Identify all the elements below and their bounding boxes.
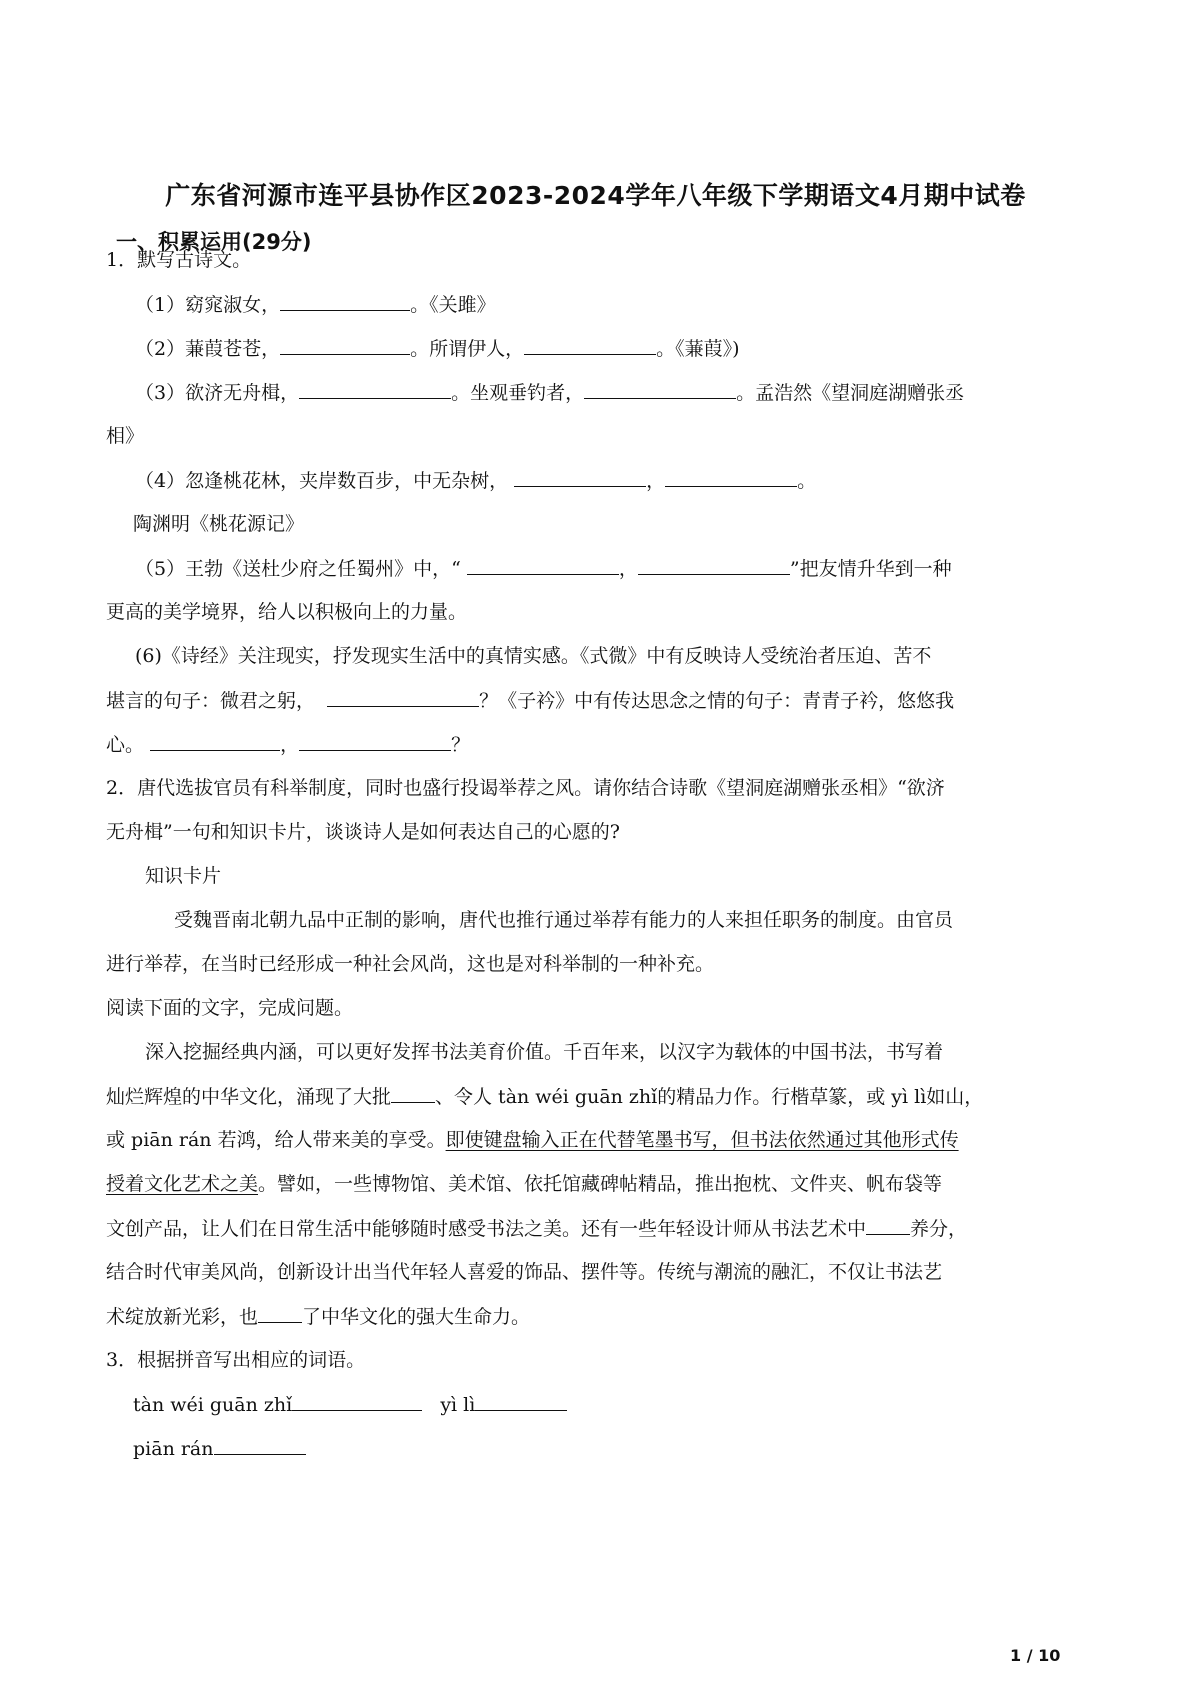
passage-blank[interactable] <box>258 1304 302 1323</box>
passage-blank[interactable] <box>866 1216 910 1235</box>
passage-line5: 文创产品，让人们在日常生活中能够随时感受书法之美。还有一些年轻设计师从书法艺术中 养分， <box>106 1218 968 1240</box>
passage-line7: 术绽放新光彩，也 了中华文化的强大生命力。 <box>106 1306 531 1328</box>
passage-line6: 结合时代审美风尚，创新设计出当代年轻人喜爱的饰品、摆件等。传统与潮流的融汇，不仅让书法艺 <box>106 1261 943 1283</box>
q1-item-3-cont: 相》 <box>106 425 145 447</box>
answer-blank[interactable] <box>150 732 280 751</box>
q1-item-6-line3: 心。 ， ？ <box>106 734 471 756</box>
answer-blank[interactable] <box>638 556 790 575</box>
q1-stem: 1．默写古诗文。 <box>106 249 252 271</box>
knowledge-card-title: 知识卡片 <box>145 865 222 887</box>
q1-item-4-source: 陶渊明《桃花源记》 <box>133 513 305 535</box>
underlined-sentence: 即使键盘输入正在代替笔墨书写，但书法依然通过其他形式传 <box>445 1129 959 1151</box>
q3-stem: 3．根据拼音写出相应的词语。 <box>106 1349 366 1371</box>
q1-item-4: （4）忽逢桃花林，夹岸数百步，中无杂树， ， 。 <box>135 470 817 492</box>
q1-item-3: （3）欲济无舟楫， 。坐观垂钓者， 。孟浩然《望洞庭湖赠张丞 <box>135 382 965 404</box>
answer-blank[interactable] <box>292 1392 422 1411</box>
q1-item-1: （1）窈窕淑女， 。《关雎》 <box>135 294 496 316</box>
reading-intro: 阅读下面的文字，完成问题。 <box>106 997 354 1019</box>
answer-blank[interactable] <box>524 336 656 355</box>
knowledge-card-line1: 受魏晋南北朝九品中正制的影响，唐代也推行通过举荐有能力的人来担任职务的制度。由官员 <box>174 909 954 931</box>
q3-row1: tàn wéi guān zhǐ yì lì <box>133 1392 567 1417</box>
underlined-sentence-cont: 授着文化艺术之美 <box>106 1173 259 1195</box>
answer-blank[interactable] <box>280 292 410 311</box>
answer-blank[interactable] <box>299 732 451 751</box>
passage-blank[interactable] <box>391 1084 435 1103</box>
answer-blank[interactable] <box>514 468 646 487</box>
passage-line3: 或 piān rán 若鸿，给人带来美的享受。即使键盘输入正在代替笔墨书写，但书法依然通过其他形式传 <box>106 1129 959 1151</box>
q2-stem-line2: 无舟楫”一句和知识卡片，谈谈诗人是如何表达自己的心愿的? <box>106 821 620 843</box>
exam-title: 广东省河源市连平县协作区2023-2024学年八年级下学期语文4月期中试卷 <box>165 181 1026 210</box>
answer-blank[interactable] <box>280 336 410 355</box>
q1-item-2: （2）蒹葭苍苍， 。所谓伊人， 。《蒹葭》) <box>135 338 740 360</box>
passage-line2: 灿烂辉煌的中华文化，涌现了大批 、令人 tàn wéi guān zhǐ的精品力作。行楷草篆，或 yì lì如山， <box>106 1086 984 1108</box>
answer-blank[interactable] <box>327 688 479 707</box>
q3-row2: piān rán <box>133 1436 306 1461</box>
q1-item-5: （5）王勃《送杜少府之任蜀州》中，“ ， ”把友情升华到一种 <box>135 558 952 580</box>
answer-blank[interactable] <box>584 380 736 399</box>
answer-blank[interactable] <box>214 1436 306 1455</box>
q1-item-5-cont: 更高的美学境界，给人以积极向上的力量。 <box>106 601 468 623</box>
page-number: 1 / 10 <box>1010 1646 1061 1665</box>
passage-line1: 深入挖掘经典内涵，可以更好发挥书法美育价值。千百年来，以汉字为载体的中国书法，书写着 <box>145 1041 944 1063</box>
answer-blank[interactable] <box>299 380 451 399</box>
knowledge-card-line2: 进行举荐，在当时已经形成一种社会风尚，这也是对科举制的一种补充。 <box>106 953 715 975</box>
passage-line4: 授着文化艺术之美。譬如，一些博物馆、美术馆、依托馆藏碑帖精品，推出抱枕、文件夹、帆布袋等 <box>106 1173 943 1195</box>
q1-item-6: (6)《诗经》关注现实，抒发现实生活中的真情实感。《式微》中有反映诗人受统治者压迫、苦不 <box>135 645 932 667</box>
q1-item-6-line2: 堪言的句子：微君之躬， ？《子衿》中有传达思念之情的句子：青青子衿，悠悠我 <box>106 690 955 712</box>
answer-blank[interactable] <box>665 468 797 487</box>
answer-blank[interactable] <box>467 556 619 575</box>
q2-stem-line1: 2．唐代选拔官员有科举制度，同时也盛行投谒举荐之风。请你结合诗歌《望洞庭湖赠张丞相》“欲济 <box>106 777 945 799</box>
section-heading: 一、积累运用(29分) <box>116 230 312 254</box>
answer-blank[interactable] <box>475 1392 567 1411</box>
